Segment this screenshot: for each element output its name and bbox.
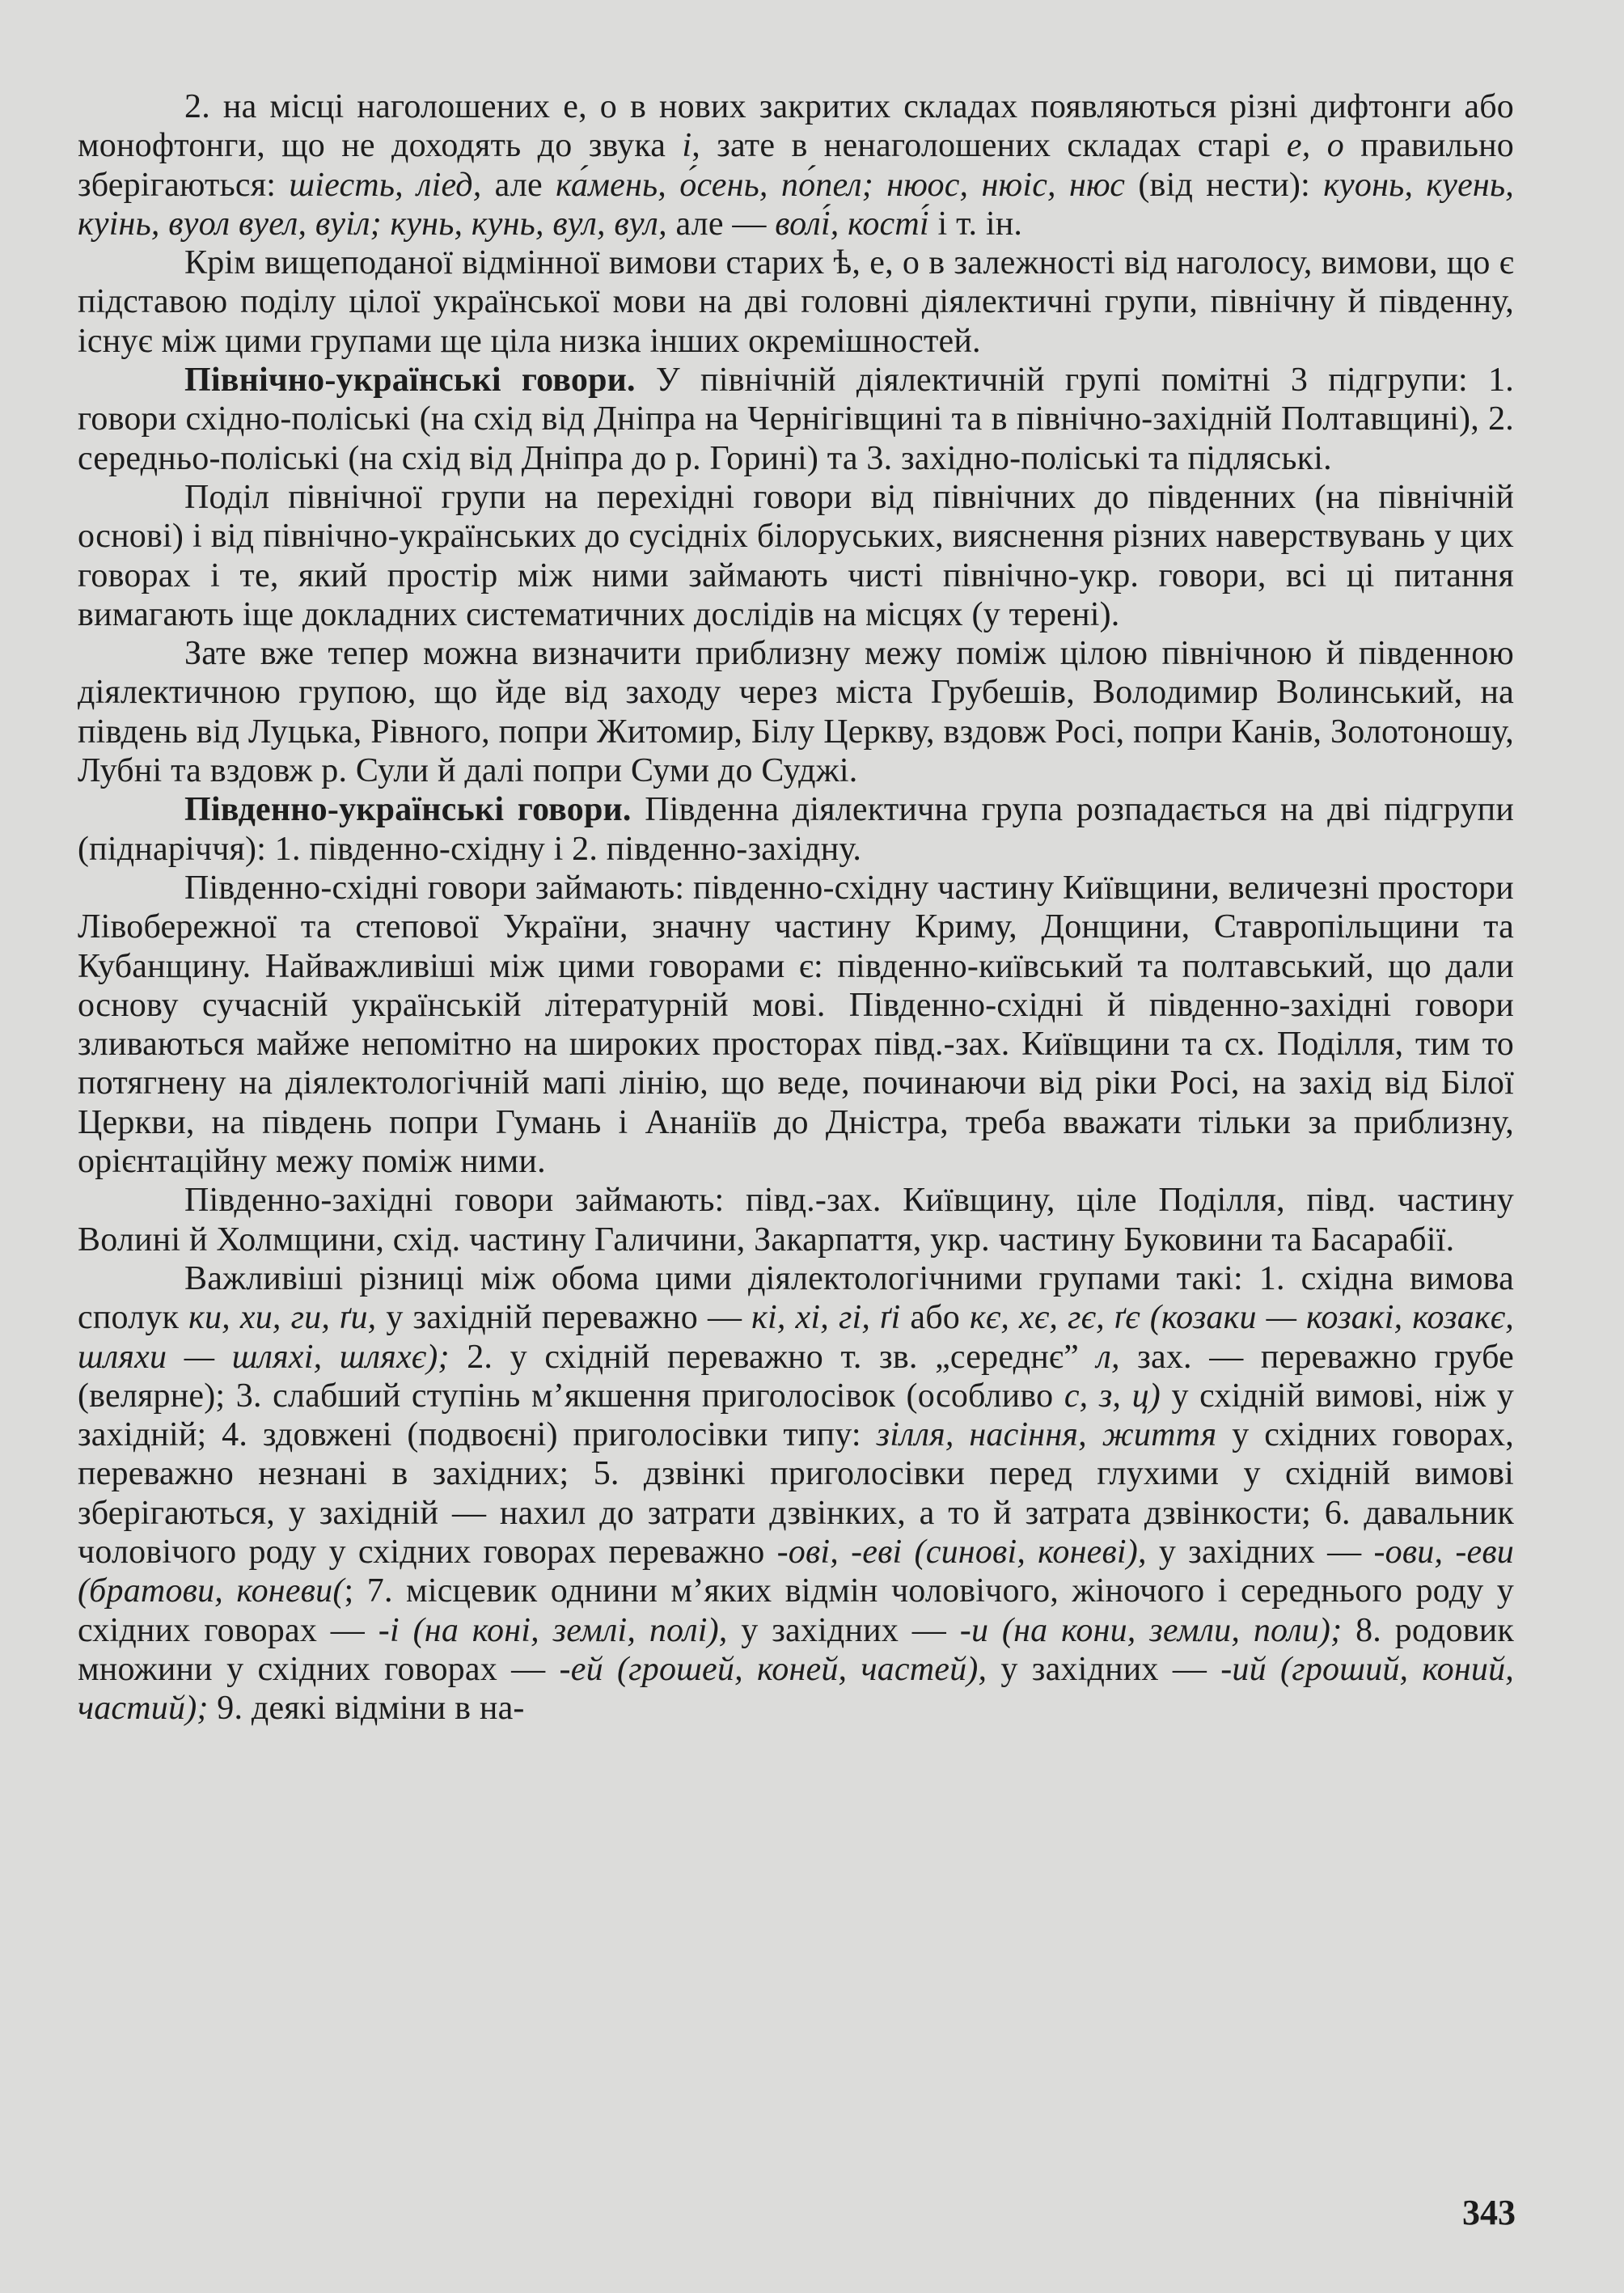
text-run: Південно-східні говори займають: південно-східну частину Київщини, величезні простори Лівобережної та степової України, значну частину Криму, Донщини, Ставропільщини та Кубанщину. Найважливіші між цими говорами є: південно-київський та полтавський, що дали основу сучасній українській літературній мові. Південно-східні й південно-західні говори зливаються майже непомітно на широких просторах півд.-зах. Київщини та сх. Поділля, тим то потягнену на діялектологічній мапі лінію, що веде, починаючи від ріки Росі, на захід від Білої Церкви, на південь попри Гумань і Ананіїв до Дністра, треба вважати тільки за приблизну, орієнтаційну межу поміж ними.	[78, 869, 1514, 1181]
italic-example: -ови, -еви (братови, коневи(	[78, 1533, 1515, 1610]
text-run: ; 7. місцевик однини м’яких відмін чоловічого, жіночого і середнього роду у східних говорах —	[78, 1572, 1514, 1649]
text-run: у західних —	[1146, 1533, 1374, 1571]
italic-example: -ей (грошей, коней, частей),	[559, 1650, 988, 1688]
text-run: у західних —	[727, 1611, 960, 1649]
italic-example: ка́мень, о́сень, по́пел; нюос, нюіс, нюс	[556, 166, 1126, 204]
text-run: Зате вже тепер можна визначити приблизну межу поміж цілою північною й південною діялектичною групою, що йде від заходу через міста Грубешів, Володимир Волинський, на південь від Луцька, Рівного, попри Житомир, Білу Церкву, вздовж Росі, попри Канів, Золотоношу, Лубні та вздовж р. Сули й далі попри Суми до Суджі.	[78, 635, 1514, 790]
text-run: у західних —	[987, 1650, 1221, 1688]
italic-example: кі, хі, гі, ґі	[751, 1299, 901, 1337]
italic-example: зілля, насіння, життя	[876, 1416, 1217, 1454]
italic-example: волі́, кості́	[775, 205, 929, 243]
section-heading: Південно-українські говори.	[184, 791, 632, 829]
text-run: (від нести):	[1125, 166, 1324, 204]
text-run: 8. родовик множини у східних говорах —	[78, 1611, 1515, 1688]
text-run: Крім вищеподаної відмінної вимови старих ѣ, е, о в залежності від наголосу, вимови, що є підставою поділу цілої української мови на дві головні діялектичні групи, північну й південну, існує між цими групами ще ціла низка інших окремішностей.	[78, 244, 1514, 360]
italic-example: л,	[1096, 1338, 1120, 1376]
italic-example: е, о	[1286, 127, 1344, 165]
text-run: Важливіші різниці між обома цими діялектологічними групами такі: 1. східна вимова сполук	[78, 1259, 1514, 1337]
text-run: 9. деякі відміни в на-	[208, 1690, 525, 1728]
text-run: або	[900, 1299, 970, 1337]
paragraph	[78, 1259, 1514, 1728]
text-run: Південно-західні говори займають: півд.-зах. Київщину, ціле Поділля, півд. частину Волині й Холмщини, схід. частину Галичини, Закарпаття, укр. частину Буковини та Басарабії.	[78, 1182, 1514, 1259]
text-run: у західній переважно —	[376, 1299, 752, 1337]
italic-example: ки, хи, ги, ґи,	[188, 1299, 377, 1337]
italic-example: шіесть, ліед,	[289, 166, 482, 204]
text-run: 2. у східній переважно т. зв. „середнє”	[449, 1338, 1097, 1376]
italic-example: кє, хє, гє, ґє (козаки — козакі, козакє, шляхи — шляхі, шляхє);	[78, 1299, 1514, 1376]
text-run: , зате в ненаголошених складах старі	[691, 127, 1287, 165]
text-run: але	[481, 166, 556, 204]
text-run: У північній діялектичній групі помітні 3 підгрупи: 1. говори східно-поліські (на схід від Дніпра на Чернігівщині та в північно-західній Полтавщині), 2. середньо-поліські (на схід від Дніпра до р. Горині) та 3. західно-поліські та підляські.	[78, 362, 1514, 477]
italic-example: і	[682, 127, 692, 165]
text-run: але —	[666, 205, 776, 243]
paragraph	[78, 361, 1514, 478]
text-run: Південна діялектична група розпадається на дві підгрупи (піднаріччя): 1. південно-східну і 2. південно-західну.	[78, 791, 1514, 868]
italic-example: куонь, куень, куінь, вуол вуел, вуіл; кунь, кунь, вул, вул,	[78, 166, 1514, 243]
paragraph	[78, 243, 1514, 361]
page-number: 343	[1462, 2193, 1516, 2232]
text-run: Поділ північної групи на перехідні говори від північних до південних (на північній основі) і від північно-українських до сусідніх білоруських, вияснення різних наверствувань у цих говорах і те, який простір між ними займають чисті північно-укр. говори, всі ці питання вимагають іще докладних систематичних дослідів на місцях (у терені).	[78, 478, 1514, 633]
paragraph	[78, 869, 1514, 1181]
italic-example: с, з, ц)	[1064, 1377, 1161, 1415]
paragraph	[78, 790, 1514, 869]
text-run: зах. — переважно грубе (велярне); 3. слабший ступінь м’якшення приголосівок (особливо	[78, 1338, 1514, 1415]
italic-example: -ий (гроший, коний, частий);	[78, 1650, 1515, 1728]
paragraph	[78, 478, 1514, 634]
italic-example: -и (на кони, земли, поли);	[959, 1611, 1343, 1649]
section-heading: Північно-українські говори.	[184, 362, 636, 400]
text-run: і т. ін.	[928, 205, 1023, 243]
paragraph	[78, 634, 1514, 790]
paragraph	[78, 87, 1514, 243]
italic-example: -ові, -еві (синові, коневі),	[776, 1533, 1147, 1571]
text-run: у східних говорах, переважно незнані в західних; 5. дзвінкі приголосівки перед глухими у східній вимові зберігаються, у західній — нахил до затрати дзвінких, а то й затрата дзвінкости; 6. давальник чоловічого роду у східних говорах переважно	[78, 1416, 1514, 1571]
italic-example: -і (на коні, землі, полі),	[378, 1611, 728, 1649]
text-run: 2. на місці наголошених е, о в нових закритих складах появляються різні дифтонги або монофтонги, що не доходять до звука	[78, 88, 1514, 165]
paragraph	[78, 1181, 1514, 1259]
text-run: правильно зберігаються:	[78, 127, 1515, 204]
text-run: у східній вимові, ніж у західній; 4. здовжені (подвоєні) приголосівки типу:	[78, 1377, 1514, 1454]
body-text	[78, 87, 1514, 1728]
